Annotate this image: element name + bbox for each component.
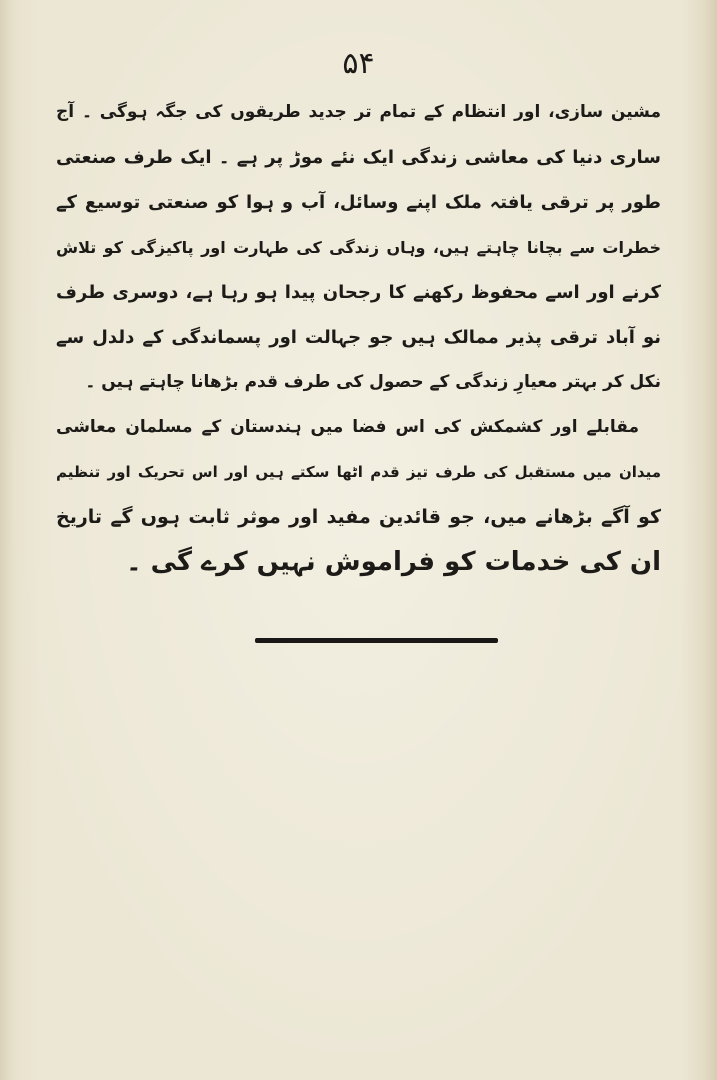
page-number: ۵۴	[342, 46, 375, 81]
paragraph-1	[56, 90, 661, 405]
text-line: طور پر ترقی یافتہ ملک اپنے وسائل، آب و ہوا کو صنعتی توسیع کے	[56, 192, 661, 213]
text-line: کرنے اور اسے محفوظ رکھنے کا رجحان پیدا ہو رہا ہے، دوسری طرف	[56, 282, 661, 303]
text-line: نکل کر بہتر معیارِ زندگی کے حصول کی طرف قدم بڑھانا چاہتے ہیں ۔	[85, 372, 661, 392]
text-line: ساری دنیا کی معاشی زندگی ایک نئے موڑ پر ہے ۔ ایک طرف صنعتی	[56, 147, 661, 168]
text-line: مشین سازی، اور انتظام کے تمام تر جدید طریقوں کی جگہ ہوگی ۔ آج	[56, 102, 661, 122]
text-line: ان کی خدمات کو فراموش نہیں کرے گی ۔	[126, 547, 661, 577]
text-line: نو آباد ترقی پذیر ممالک ہیں جو جہالت اور پسماندگی کے دلدل سے	[56, 327, 661, 348]
text-line: خطرات سے بچانا چاہتے ہیں، وہاں زندگی کی طہارت اور پاکیزگی کو تلاش	[56, 238, 661, 257]
paragraph-2	[56, 405, 661, 585]
text-line: کو آگے بڑھانے میں، جو قائدین مفید اور موثر ثابت ہوں گے تاریخ	[56, 506, 661, 528]
text-line: مقابلے اور کشمکش کی اس فضا میں ہندستان کے مسلمان معاشی	[56, 417, 639, 437]
text-line: میدان میں مستقبل کی طرف تیز قدم اٹھا سکتے ہیں اور اس تحریک اور تنظیم	[56, 463, 661, 481]
body-text	[56, 90, 661, 585]
end-rule	[255, 638, 498, 643]
